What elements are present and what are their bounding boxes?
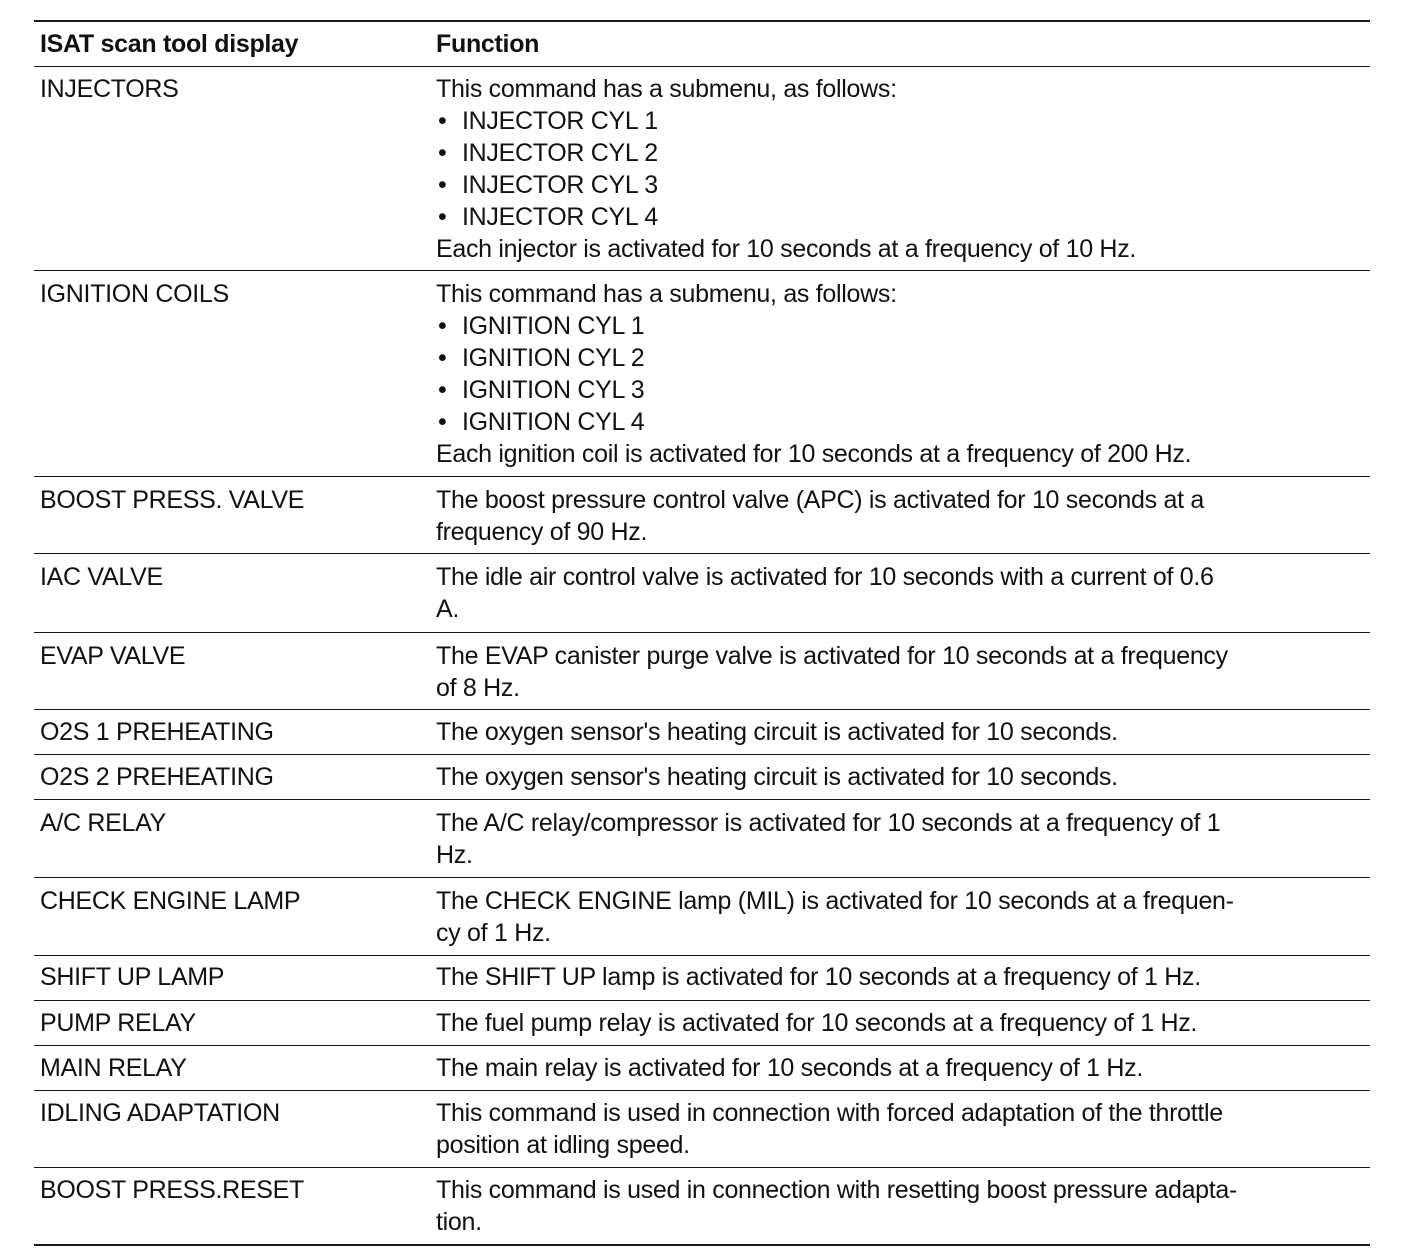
row-rule (34, 1167, 1370, 1168)
row-display-check-engine-lamp: CHECK ENGINE LAMP (40, 887, 301, 915)
row-rule (34, 709, 1370, 710)
function-line: The SHIFT UP lamp is activated for 10 seconds at a frequency of 1 Hz. (436, 963, 1201, 991)
submenu-item: • IGNITION CYL 2 (436, 342, 1366, 374)
row-function-ignition-coils (436, 278, 1366, 470)
row-display-o2s-2-preheating: O2S 2 PREHEATING (40, 763, 274, 791)
function-line: The idle air control valve is activated for 10 seconds with a current of 0.6 (436, 563, 1214, 591)
submenu-list (436, 105, 1366, 233)
function-line: The CHECK ENGINE lamp (MIL) is activated for 10 seconds at a frequen- (436, 887, 1234, 915)
row-display-shift-up-lamp: SHIFT UP LAMP (40, 963, 225, 991)
row-function-check-engine-lamp (436, 885, 1366, 949)
function-intro: This command has a submenu, as follows: (436, 75, 897, 103)
row-display-pump-relay: PUMP RELAY (40, 1009, 196, 1037)
row-rule (34, 754, 1370, 755)
row-function-o2s-2-preheating (436, 761, 1366, 793)
row-display-main-relay: MAIN RELAY (40, 1054, 187, 1082)
row-function-pump-relay (436, 1007, 1366, 1039)
row-function-main-relay (436, 1052, 1366, 1084)
function-line: frequency of 90 Hz. (436, 518, 648, 546)
row-rule (34, 476, 1370, 477)
submenu-item: • IGNITION CYL 3 (436, 374, 1366, 406)
function-line: Hz. (436, 841, 473, 869)
column-header-display: ISAT scan tool display (40, 30, 299, 58)
function-line: The EVAP canister purge valve is activated for 10 seconds at a frequency (436, 642, 1228, 670)
row-function-boost-press-valve (436, 484, 1366, 548)
function-outro: Each ignition coil is activated for 10 seconds at a frequency of 200 Hz. (436, 440, 1192, 468)
column-header-function: Function (436, 30, 540, 58)
header-rule (34, 66, 1370, 67)
table-top-rule (34, 20, 1370, 22)
row-display-boost-press-reset: BOOST PRESS.RESET (40, 1176, 304, 1204)
submenu-item: • INJECTOR CYL 4 (436, 201, 1366, 233)
function-line: of 8 Hz. (436, 674, 520, 702)
submenu-item: • IGNITION CYL 1 (436, 310, 1366, 342)
function-intro: This command has a submenu, as follows: (436, 280, 897, 308)
row-function-boost-press-reset (436, 1174, 1366, 1238)
row-rule (34, 955, 1370, 956)
row-display-evap-valve: EVAP VALVE (40, 642, 186, 670)
row-function-o2s-1-preheating (436, 716, 1366, 748)
row-function-evap-valve (436, 640, 1366, 704)
submenu-item: • INJECTOR CYL 1 (436, 105, 1366, 137)
row-rule (34, 1000, 1370, 1001)
row-rule (34, 1090, 1370, 1091)
row-function-iac-valve (436, 561, 1366, 625)
function-line: This command is used in connection with resetting boost pressure adapta- (436, 1176, 1238, 1204)
row-rule (34, 632, 1370, 633)
row-function-injectors (436, 73, 1366, 265)
row-display-iac-valve: IAC VALVE (40, 563, 163, 591)
row-rule (34, 799, 1370, 800)
row-rule (34, 553, 1370, 554)
function-line: This command is used in connection with forced adaptation of the throttle (436, 1099, 1223, 1127)
row-rule (34, 1045, 1370, 1046)
row-function-ac-relay (436, 807, 1366, 871)
function-line: The main relay is activated for 10 seconds at a frequency of 1 Hz. (436, 1054, 1143, 1082)
function-line: The A/C relay/compressor is activated for 10 seconds at a frequency of 1 (436, 809, 1221, 837)
row-function-shift-up-lamp (436, 961, 1366, 993)
function-outro: Each injector is activated for 10 seconds at a frequency of 10 Hz. (436, 235, 1137, 263)
function-line: The oxygen sensor's heating circuit is activated for 10 seconds. (436, 763, 1118, 791)
function-line: A. (436, 595, 460, 623)
function-line: The boost pressure control valve (APC) is activated for 10 seconds at a (436, 486, 1204, 514)
row-display-idling-adaptation: IDLING ADAPTATION (40, 1099, 280, 1127)
row-display-ignition-coils: IGNITION COILS (40, 280, 229, 308)
function-line: The oxygen sensor's heating circuit is activated for 10 seconds. (436, 718, 1118, 746)
row-function-idling-adaptation (436, 1097, 1366, 1161)
row-display-boost-press-valve: BOOST PRESS. VALVE (40, 486, 305, 514)
row-display-ac-relay: A/C RELAY (40, 809, 167, 837)
row-rule (34, 270, 1370, 271)
submenu-item: • IGNITION CYL 4 (436, 406, 1366, 438)
row-display-o2s-1-preheating: O2S 1 PREHEATING (40, 718, 274, 746)
function-line: position at idling speed. (436, 1131, 690, 1159)
function-line: cy of 1 Hz. (436, 919, 551, 947)
submenu-item: • INJECTOR CYL 2 (436, 137, 1366, 169)
row-display-injectors: INJECTORS (40, 75, 179, 103)
row-rule (34, 877, 1370, 878)
table-bottom-rule (34, 1244, 1370, 1246)
function-line: tion. (436, 1208, 482, 1236)
submenu-item: • INJECTOR CYL 3 (436, 169, 1366, 201)
submenu-list (436, 310, 1366, 438)
function-line: The fuel pump relay is activated for 10 seconds at a frequency of 1 Hz. (436, 1009, 1198, 1037)
